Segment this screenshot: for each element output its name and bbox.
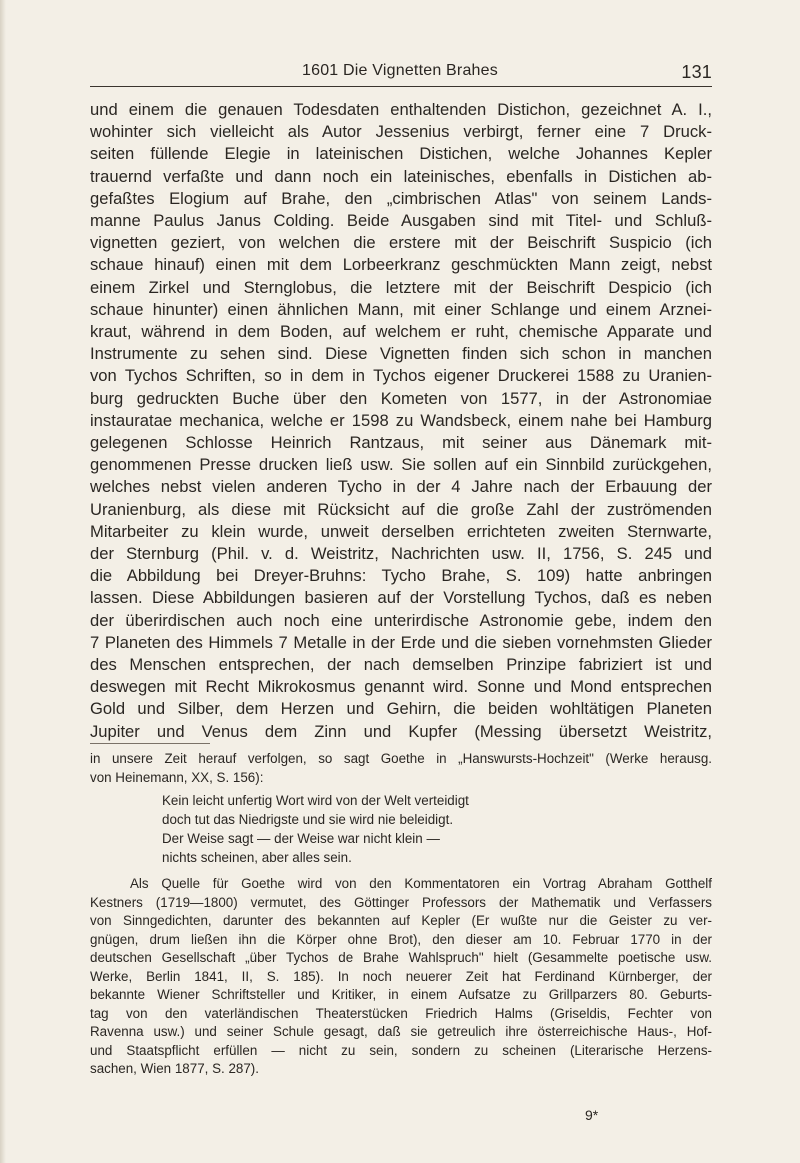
running-title: 1601 Die Vignetten Brahes	[302, 62, 498, 79]
verse-line: doch tut das Niedrigste und sie wird nie beleidigt.	[162, 812, 454, 827]
header-rule	[90, 86, 712, 87]
body-line: deswegen mit Recht Mikrokosmus genannt wird. Sonne und Mond entsprechen	[90, 677, 712, 697]
body-line: Mitarbeiter zu klein wurde, unweit derselben errichteten zweiten Sternwarte,	[90, 521, 712, 541]
footnote-line: und Staatspflicht erfüllen — nicht zu sein, sondern zu scheinen (Literarische Herzens-	[90, 1042, 712, 1058]
footnote-line: sachen, Wien 1877, S. 287).	[90, 1061, 259, 1076]
body-line: Instrumente zu sehen sind. Diese Vignetten finden sich schon in manchen	[90, 344, 712, 364]
footnote-line: Als Quelle für Goethe wird von den Kommentatoren ein Vortrag Abraham Gotthelf	[130, 876, 712, 891]
footnote-line: tag von den vaterländischen Theaterstücken Friedrich Halms (Griseldis, Fechter von	[90, 1005, 712, 1021]
footnote-line: gnügen, drum ließen ihn die Körper ohne Brot), den dieser am 10. Februar 1770 in der	[90, 931, 712, 947]
body-line: kraut, während in dem Boden, auf welchem er ruht, chemische Apparate und	[90, 322, 712, 342]
verse-quote	[162, 791, 712, 867]
body-line: manne Paulus Janus Colding. Beide Ausgaben sind mit Titel- und Schluß-	[90, 211, 712, 231]
body-line: lassen. Diese Abbildungen basieren auf der Vorstellung Tychos, daß es neben	[90, 588, 712, 608]
body-line: wohinter sich vielleicht als Autor Jessenius verbirgt, ferner eine 7 Druck-	[90, 122, 712, 142]
body-line: Uranienburg, als diese mit Rücksicht auf die große Zahl der zuströmenden	[90, 499, 712, 519]
body-line: gefaßtes Elogium auf Brahe, den „cimbrischen Atlas" von seinem Lands-	[90, 188, 712, 208]
body-line: 7 Planeten des Himmels 7 Metalle in der Erde und die sieben vornehmsten Glieder	[90, 632, 712, 652]
body-line: schaue hinunter) einen ähnlichen Mann, mit einer Schlange und einem Arznei-	[90, 299, 712, 319]
body-line: burg gedruckten Buche über den Kometen von 1577, in der Astronomiae	[90, 388, 712, 408]
body-line: welches nebst vielen anderen Tycho in der 4 Jahre nach der Erbauung der	[90, 477, 712, 497]
body-line: genommenen Presse drucken ließ usw. Sie sollen auf ein Sinnbild zurückgehen,	[90, 455, 712, 475]
body-line: der Sternburg (Phil. v. d. Weistritz, Nachrichten usw. II, 1756, S. 245 und	[90, 544, 712, 564]
body-line: seiten füllende Elegie in lateinischen Distichen, welche Johannes Kepler	[90, 144, 712, 164]
body-line: der überirdischen auch noch eine unterirdische Astronomie gebe, indem den	[90, 610, 712, 630]
footnote-line: bekannte Wiener Schriftsteller und Kritiker, in einem Aufsatze zu Grillparzers 80. Geburts-	[90, 987, 712, 1002]
body-line: gelegenen Schlosse Heinrich Rantzaus, mit seiner aus Dänemark mit-	[90, 433, 712, 453]
body-text	[90, 99, 712, 743]
footnotes	[90, 750, 712, 1079]
footnote-line: in unsere Zeit herauf verfolgen, so sagt Goethe in „Hanswursts-Hochzeit" (Werke herausg.	[90, 751, 712, 766]
footnote-intro	[90, 750, 712, 787]
body-line: instauratae mechanica, welche er 1598 zu Wandsbeck, einem nahe bei Hamburg	[90, 410, 712, 430]
body-line: einem Zirkel und Sternglobus, die letztere mit der Beischrift Despicio (ich	[90, 277, 712, 297]
verse-line: Kein leicht unfertig Wort wird von der Welt verteidigt	[162, 793, 469, 808]
footnote-line: Werke, Berlin 1841, II, S. 185). In noch neuerer Zeit hat Ferdinand Kürnberger, der	[90, 968, 712, 984]
body-line: schaue hinauf) einen mit dem Lorbeerkranz geschmückten Mann zeigt, nebst	[90, 255, 712, 275]
footnote-rule	[90, 743, 210, 744]
footnote-line: von Sinngedichten, darunter des bekannten auf Kepler (Er wußte nur die Geister zu ver-	[90, 913, 712, 928]
running-header	[90, 62, 712, 86]
footnote-body	[90, 875, 712, 1079]
body-line: des Menschen entsprechen, der nach demselben Prinzipe fabriziert ist und	[90, 655, 712, 675]
signature-mark: 9*	[585, 1107, 599, 1123]
body-line: von Tychos Schriften, so in dem in Tychos eigener Druckerei 1588 zu Uranien-	[90, 366, 712, 386]
body-line: die Abbildung bei Dreyer-Bruhns: Tycho Brahe, S. 109) hatte anbringen	[90, 566, 712, 586]
footnote-line: Kestners (1719—1800) vermutet, des Göttinger Professors der Mathematik und Verfassers	[90, 894, 712, 910]
verse-line: Der Weise sagt — der Weise war nicht klein —	[162, 831, 440, 846]
body-line: Jupiter und Venus dem Zinn und Kupfer (Messing übersetzt Weistritz,	[90, 721, 712, 741]
verse-line: nichts scheinen, aber alles sein.	[162, 850, 352, 865]
footnote-line: deutschen Gesellschaft „über Tychos de Brahe Wahlspruch" hielt (Gesammelte poetische usw.	[90, 950, 712, 965]
page-number: 131	[681, 62, 712, 82]
footnote-line: von Heinemann, XX, S. 156):	[90, 769, 264, 785]
body-line: und einem die genauen Todesdaten enthaltenden Distichon, gezeichnet A. I.,	[90, 100, 712, 119]
body-line: Gold und Silber, dem Herzen und Gehirn, die beiden wohltätigen Planeten	[90, 699, 712, 719]
page-edge	[0, 0, 6, 1163]
footnote-line: Ravenna usw.) und seiner Schule gesagt, daß sie getreulich ihre österreichische Haus-, Hof-	[90, 1024, 712, 1039]
body-line: vignetten geziert, von welchen die erstere mit der Beischrift Suspicio (ich	[90, 233, 712, 253]
body-line: trauernd verfaßte und dann noch ein lateinisches, ebenfalls in Distichen ab-	[90, 166, 712, 186]
